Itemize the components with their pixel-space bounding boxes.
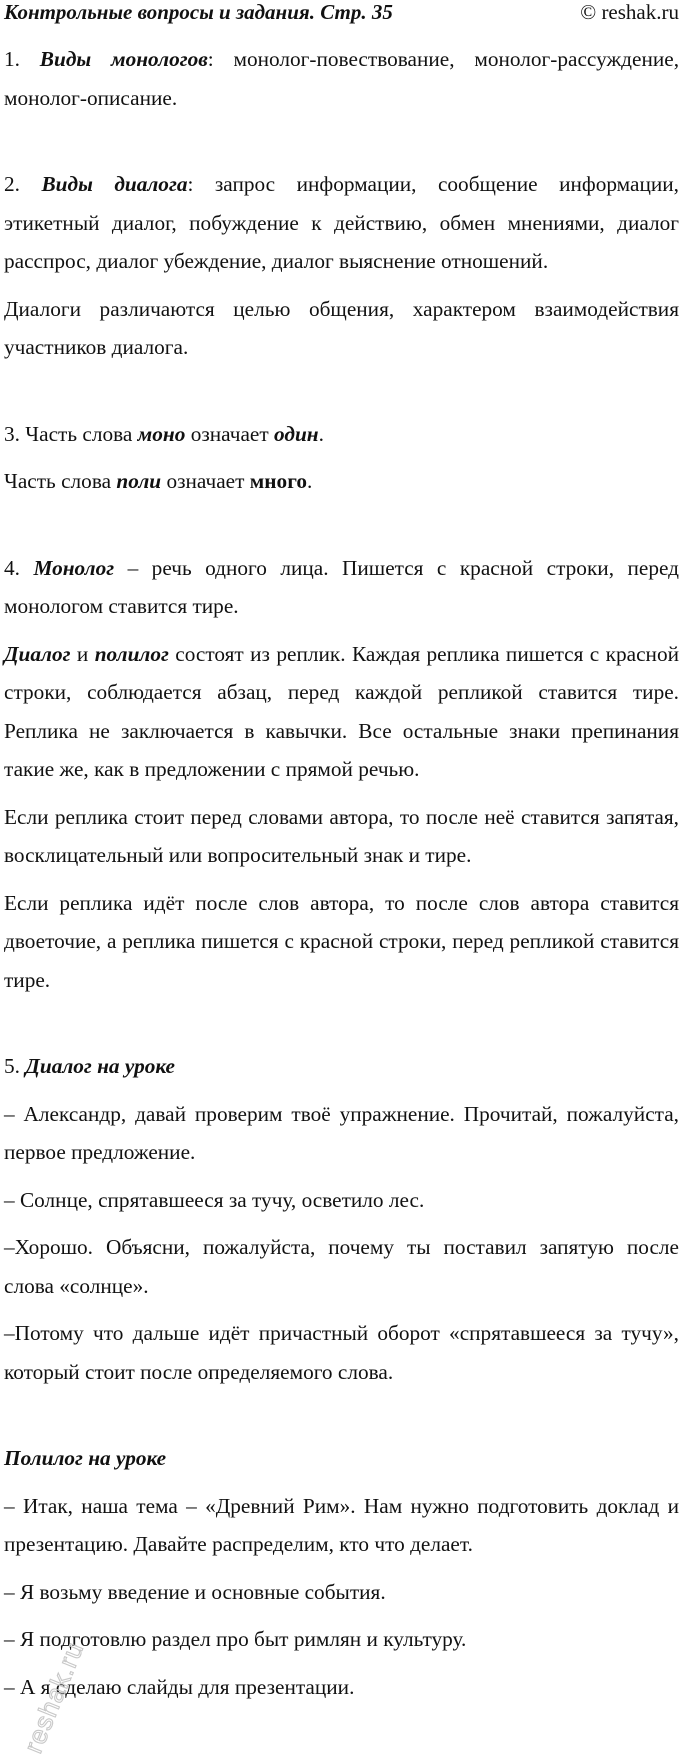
watermark-text: reshak.ru bbox=[17, 1637, 90, 1758]
dialog-line: –Хорошо. Объясни, пожалуйста, почему ты поставил запятую после слова «солнце». bbox=[4, 1235, 679, 1298]
answer-4-paragraph-2: Диалог и полилог состоят из реплик. Каждая реплика пишется с красной строки, соблюдается абзац, перед каждой репликой ставится тире. Реплика не заключается в кавычки. Все остальные знаки препинания такие же, как в предложении с прямой речью. bbox=[4, 641, 679, 781]
polylog-line: – А я сделаю слайды для презентации. bbox=[4, 1674, 355, 1699]
term-monolog: Монолог bbox=[33, 555, 115, 580]
answer-2: 2. Виды диалога: запрос информации, сообщение информации, этикетный диалог, побуждение к действию, обмен мнениями, диалог расспрос, диалог убеждение, диалог выяснение отношений. bbox=[4, 172, 679, 273]
answer-5-heading: 5. Диалог на уроке bbox=[4, 1054, 175, 1078]
answer-4: 4. Монолог – речь одного лица. Пишется с красной строки, перед монологом ставится тире. bbox=[4, 555, 679, 618]
polylog-heading bbox=[4, 1439, 679, 1478]
page-header bbox=[0, 0, 683, 40]
page-title: Контрольные вопросы и задания. Стр. 35 bbox=[4, 0, 393, 24]
answer-2-paragraph-2: Диалоги различаются целью общения, характером взаимодействия участников диалога. bbox=[4, 296, 679, 359]
site-credit: © reshak.ru bbox=[580, 0, 679, 24]
term-dialog-types: Виды диалога bbox=[41, 172, 188, 196]
polylog-line: – Я возьму введение и основные события. bbox=[4, 1579, 386, 1604]
answer-3-line-1: 3. Часть слова моно означает один. bbox=[4, 421, 324, 446]
answer-3-line-2: Часть слова поли означает много. bbox=[4, 469, 313, 493]
polylog-line: – Я подготовлю раздел про быт римлян и культуру. bbox=[4, 1627, 467, 1651]
answer-1: 1. Виды монологов: монолог-повествование, монолог-рассуждение, монолог-описание. bbox=[4, 47, 680, 110]
dialog-line: – Александр, давай проверим твоё упражнение. Прочитай, пожалуйста, первое предложение. bbox=[4, 1101, 679, 1164]
dialog-line: –Потому что дальше идёт причастный оборот «спрятавшееся за тучу», который стоит после определяемого слова. bbox=[4, 1321, 679, 1384]
dialog-title: Диалог на уроке bbox=[25, 1054, 175, 1078]
answer-4-paragraph-3: Если реплика стоит перед словами автора, то после неё ставится запятая, восклицательный или вопросительный знак и тире. bbox=[4, 804, 679, 867]
term-monolog-types: Виды монологов bbox=[39, 47, 208, 71]
dialog-line: – Солнце, спрятавшееся за тучу, осветило лес. bbox=[4, 1187, 425, 1212]
polylog-line: – Итак, наша тема – «Древний Рим». Нам нужно подготовить доклад и презентацию. Давайте распределим, кто что делает. bbox=[4, 1493, 679, 1556]
answer-4-paragraph-4: Если реплика идёт после слов автора, то после слов автора ставится двоеточие, а реплика пишется с красной строки, перед репликой ставится тире. bbox=[4, 890, 679, 992]
document-body bbox=[4, 40, 679, 1706]
polylog-title: Полилог на уроке bbox=[4, 1446, 167, 1470]
